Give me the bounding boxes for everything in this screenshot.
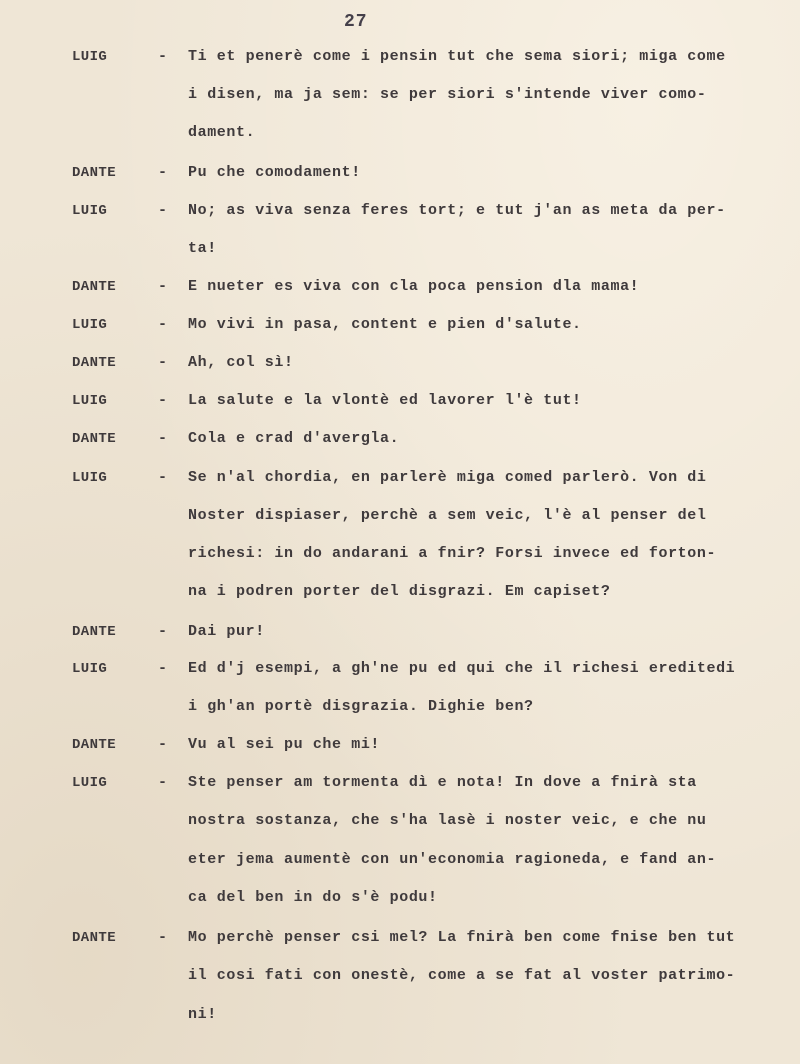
dialogue-line: Cola e crad d'avergla.: [188, 430, 400, 447]
dialogue-line: dament.: [188, 124, 256, 141]
speaker-dash: -: [158, 469, 168, 486]
dialogue-line: ta!: [188, 240, 217, 257]
dialogue-line: Ed d'j esempi, a gh'ne pu ed qui che il richesi ereditedi: [188, 660, 736, 677]
speaker-dash: -: [158, 354, 168, 371]
speaker-name: DANTE: [72, 431, 117, 447]
speaker-name: LUIG: [72, 203, 108, 219]
dialogue-line: Ti et penerè come i pensin tut che sema siori; miga come: [188, 48, 726, 65]
speaker-dash: -: [158, 736, 168, 753]
speaker-name: LUIG: [72, 393, 108, 409]
dialogue-line: Vu al sei pu che mi!: [188, 736, 381, 753]
speaker-name: DANTE: [72, 355, 117, 371]
speaker-dash: -: [158, 48, 168, 65]
dialogue-line: La salute e la vlontè ed lavorer l'è tut!: [188, 392, 582, 409]
speaker-name: DANTE: [72, 279, 117, 295]
speaker-name: LUIG: [72, 470, 108, 486]
page-number: 27: [344, 12, 368, 32]
dialogue-line: nostra sostanza, che s'ha lasè i noster veic, e che nu: [188, 812, 707, 829]
speaker-name: DANTE: [72, 930, 117, 946]
speaker-name: LUIG: [72, 317, 108, 333]
dialogue-line: il cosi fati con onestè, come a se fat al voster patrimo-: [188, 967, 736, 984]
speaker-dash: -: [158, 278, 168, 295]
speaker-dash: -: [158, 623, 168, 640]
dialogue-line: No; as viva senza feres tort; e tut j'an as meta da per-: [188, 202, 726, 219]
dialogue-line: Pu che comodament!: [188, 164, 361, 181]
dialogue-line: ni!: [188, 1006, 217, 1023]
speaker-name: DANTE: [72, 624, 117, 640]
dialogue-line: eter jema aumentè con un'economia ragioneda, e fand an-: [188, 851, 717, 868]
dialogue-line: i disen, ma ja sem: se per siori s'intende viver como-: [188, 86, 707, 103]
speaker-name: LUIG: [72, 49, 108, 65]
dialogue-line: E nueter es viva con cla poca pension dla mama!: [188, 278, 640, 295]
dialogue-line: Ste penser am tormenta dì e nota! In dove a fnirà sta: [188, 774, 697, 791]
speaker-name: LUIG: [72, 661, 108, 677]
speaker-dash: -: [158, 660, 168, 677]
dialogue-line: na i podren porter del disgrazi. Em capiset?: [188, 583, 611, 600]
dialogue-line: Mo perchè penser csi mel? La fnirà ben come fnise ben tut: [188, 929, 736, 946]
speaker-dash: -: [158, 430, 168, 447]
speaker-name: DANTE: [72, 737, 117, 753]
speaker-dash: -: [158, 164, 168, 181]
dialogue-line: Se n'al chordia, en parlerè miga comed parlerò. Von di: [188, 469, 707, 486]
dialogue-line: Ah, col sì!: [188, 354, 294, 371]
speaker-dash: -: [158, 774, 168, 791]
speaker-dash: -: [158, 392, 168, 409]
speaker-dash: -: [158, 202, 168, 219]
speaker-name: DANTE: [72, 165, 117, 181]
dialogue-line: ca del ben in do s'è podu!: [188, 889, 438, 906]
dialogue-line: Mo vivi in pasa, content e pien d'salute.: [188, 316, 582, 333]
speaker-dash: -: [158, 316, 168, 333]
dialogue-line: Noster dispiaser, perchè a sem veic, l'è al penser del: [188, 507, 707, 524]
speaker-name: LUIG: [72, 775, 108, 791]
dialogue-line: i gh'an portè disgrazia. Dighie ben?: [188, 698, 534, 715]
dialogue-line: richesi: in do andarani a fnir? Forsi invece ed forton-: [188, 545, 717, 562]
speaker-dash: -: [158, 929, 168, 946]
dialogue-line: Dai pur!: [188, 623, 265, 640]
